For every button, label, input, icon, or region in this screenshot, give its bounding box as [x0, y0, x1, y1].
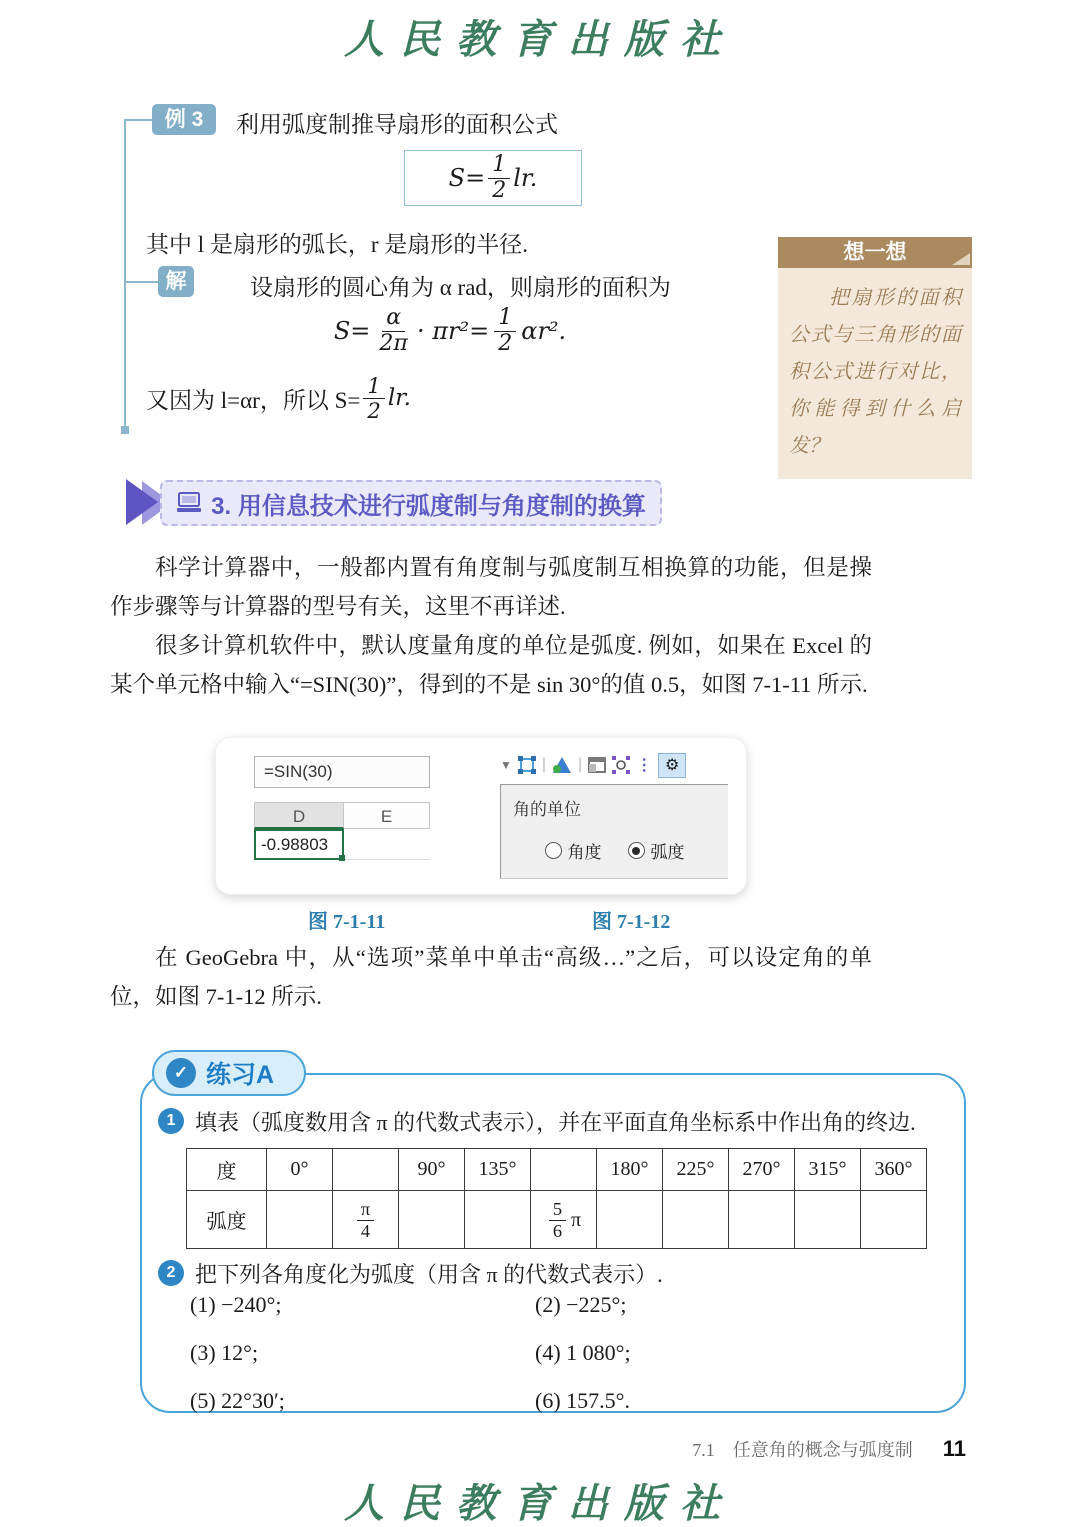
solution-badge: 解: [158, 266, 194, 297]
degree-cell: 0°: [267, 1149, 333, 1191]
dropdown-arrow-icon[interactable]: ▼: [500, 758, 512, 772]
item-2-text: 把下列各角度化为弧度（用含 π 的代数式表示）.: [195, 1262, 663, 1287]
radian-cell[interactable]: [861, 1191, 927, 1249]
subitem-5: (5) 22°30′;: [190, 1388, 285, 1413]
degree-cell: 315°: [795, 1149, 861, 1191]
practice-check-icon: [166, 1058, 196, 1088]
radio-degree-label: 角度: [567, 843, 602, 862]
practice-subitems: [190, 1292, 850, 1414]
excel-selected-cell[interactable]: [254, 829, 344, 860]
toolbar-separator2: |: [578, 756, 583, 773]
publisher-logo-bottom: 人民教育出版社: [344, 1480, 736, 1527]
degree-cell[interactable]: [531, 1149, 597, 1191]
think-box-text: 把扇形的面积公式与三角形的面积公式进行对比，你能得到什么启发？: [778, 268, 972, 479]
move-tool-icon[interactable]: [612, 756, 630, 774]
item-2-number: 2: [158, 1260, 184, 1286]
sector-area-formula-box: [404, 150, 582, 206]
subitem-1: (1) −240°;: [190, 1292, 282, 1317]
excel-empty-cell[interactable]: [344, 829, 430, 860]
more-options-icon[interactable]: ⋮: [636, 757, 653, 774]
item-1-text: 填表（弧度数用含 π 的代数式表示），并在平面直角坐标系中作出角的终边.: [195, 1110, 916, 1135]
angle-unit-label: 角的单位: [513, 800, 581, 819]
radio-selected-dot: [632, 847, 640, 855]
paragraph-calculator: 科学计算器中，一般都内置有角度制与弧度制互相换算的功能，但是操作步骤等与计算器的型号有关，这里不再详述.: [110, 555, 872, 619]
practice-item-2: [158, 1258, 938, 1289]
degree-cell[interactable]: [333, 1149, 399, 1191]
solution-conclusion: [146, 368, 411, 428]
solution-formula: [110, 300, 790, 362]
excel-cell-value: -0.98803: [261, 835, 329, 854]
body-paragraphs: [110, 548, 872, 704]
radio-degree-circle[interactable]: [545, 842, 562, 859]
settings-gear-icon[interactable]: ⚙: [658, 753, 686, 778]
example-connector-line: [124, 120, 126, 428]
practice-item-1: [158, 1106, 938, 1137]
formula2-p1: S=: [333, 317, 371, 345]
page-footer: [0, 1436, 966, 1462]
radian-cell[interactable]: [597, 1191, 663, 1249]
subitem-4: (4) 1 080°;: [535, 1340, 631, 1365]
check-glyph: ✓: [173, 1063, 189, 1082]
paragraph-excel: 很多计算机软件中，默认度量角度的单位是弧度. 例如，如果在 Excel 的某个单元格中输入“=SIN(30)”，得到的不是 sin 30°的值 0.5，如图 7-1-11 所示.: [110, 633, 872, 697]
toolbar-separator: |: [541, 756, 547, 773]
degree-radian-table: [186, 1148, 927, 1249]
row-label-degree: 度: [187, 1149, 267, 1191]
degree-cell: 360°: [861, 1149, 927, 1191]
fraction-5-6: $\frac{5}{6}$: [549, 1199, 566, 1241]
radian-cell-56pi: [531, 1191, 597, 1249]
excel-formula-bar[interactable]: =SIN(30): [254, 756, 430, 788]
paragraph-geogebra: 在 GeoGebra 中，从“选项”菜单中单击“高级…”之后，可以设定角的单位，如图 7-1-12 所示.: [110, 945, 872, 1009]
view-panel-icon[interactable]: [588, 757, 606, 773]
shapes-tool-icon[interactable]: [552, 756, 572, 774]
radian-cell[interactable]: [399, 1191, 465, 1249]
excel-column-headers: [254, 802, 430, 829]
radian-cell[interactable]: [795, 1191, 861, 1249]
formula-lhs: S=: [448, 164, 486, 192]
radian-cell[interactable]: [465, 1191, 531, 1249]
item-1-number: 1: [158, 1108, 184, 1134]
section3-title: 3. 用信息技术进行弧度制与角度制的换算: [211, 492, 646, 520]
figure-caption-7-1-11: 图 7-1-11: [308, 911, 386, 933]
fraction-1-2c: $\frac{1}{2}$: [363, 374, 384, 422]
radio-degree[interactable]: [545, 838, 602, 863]
publisher-logo-top: 人民教育出版社: [344, 16, 736, 63]
radian-cell-pi4: [333, 1191, 399, 1249]
computer-icon: [176, 492, 202, 514]
solution-text: 设扇形的圆心角为 α rad，则扇形的面积为: [250, 275, 671, 300]
example-connector-dot: [121, 426, 129, 434]
radian-cell[interactable]: [729, 1191, 795, 1249]
fraction-alpha-2pi: $\frac{\alpha}{2\pi}$: [379, 304, 408, 356]
practice-a-header: [152, 1050, 306, 1096]
fold-corner-icon: [952, 253, 970, 265]
arrow-icon: [126, 479, 158, 525]
radio-radian[interactable]: [628, 838, 685, 863]
excel-column-d[interactable]: D: [254, 802, 344, 829]
excel-value-row: [254, 829, 430, 860]
conclusion-p1: 又因为 l=αr，所以 S=: [146, 387, 361, 413]
degree-cell: 270°: [729, 1149, 795, 1191]
table-row-radians: [187, 1191, 927, 1249]
section3-band: [160, 480, 662, 526]
example-connector-h2: [124, 281, 160, 283]
geogebra-screenshot: [500, 750, 728, 879]
angle-unit-radios: [513, 838, 716, 863]
example3-badge: 例 3: [152, 104, 216, 135]
think-box-header: [778, 237, 972, 268]
practice-a-title: 练习A: [206, 1061, 275, 1089]
geogebra-toolbar: [500, 750, 728, 780]
subitem-6: (6) 157.5°.: [535, 1388, 630, 1413]
select-tool-icon[interactable]: [518, 756, 536, 774]
radian-cell[interactable]: [267, 1191, 333, 1249]
example3-title: 利用弧度制推导扇形的面积公式: [236, 112, 558, 137]
fraction-5-6-pi: [546, 1199, 581, 1241]
conclusion-p2: lr.: [387, 385, 411, 411]
degree-cell: 225°: [663, 1149, 729, 1191]
radio-radian-label: 弧度: [650, 843, 685, 862]
excel-screenshot: [254, 756, 430, 860]
row-label-radian: 弧度: [187, 1191, 267, 1249]
subitem-3: (3) 12°;: [190, 1340, 259, 1365]
example3-explanation: 其中 l 是扇形的弧长，r 是扇形的半径.: [146, 232, 529, 257]
pi-symbol: π: [571, 1208, 582, 1231]
paragraph-geogebra-wrap: [110, 938, 872, 1016]
footer-section-title: 任意角的概念与弧度制: [732, 1440, 913, 1460]
formula2-p3: αr².: [521, 317, 567, 345]
radio-radian-circle[interactable]: [628, 842, 645, 859]
degree-cell: 180°: [597, 1149, 663, 1191]
think-box: [778, 237, 972, 479]
page-number: 11: [942, 1436, 966, 1461]
table-row-degrees: [187, 1149, 927, 1191]
degree-cell: 90°: [399, 1149, 465, 1191]
fraction-1-2: $\frac{1}{2}$: [488, 153, 510, 203]
subitem-2: (2) −225°;: [535, 1292, 627, 1317]
formula2-p2: · πr²=: [416, 317, 490, 345]
think-box-title: 想一想: [843, 241, 907, 264]
figure-caption-7-1-12: 图 7-1-12: [592, 911, 671, 933]
formula-rhs: lr.: [513, 164, 538, 192]
fraction-pi-4: $\frac{\pi}{4}$: [357, 1199, 374, 1241]
radian-cell[interactable]: [663, 1191, 729, 1249]
example-connector-h1: [124, 119, 154, 121]
angle-unit-panel: [500, 784, 728, 879]
fraction-1-2b: $\frac{1}{2}$: [494, 306, 516, 356]
figure-card: [215, 737, 747, 895]
excel-column-e[interactable]: E: [344, 802, 430, 829]
degree-cell: 135°: [465, 1149, 531, 1191]
fill-handle[interactable]: [339, 855, 345, 861]
footer-section-number: 7.1: [692, 1440, 715, 1460]
section3-header: [126, 478, 662, 528]
